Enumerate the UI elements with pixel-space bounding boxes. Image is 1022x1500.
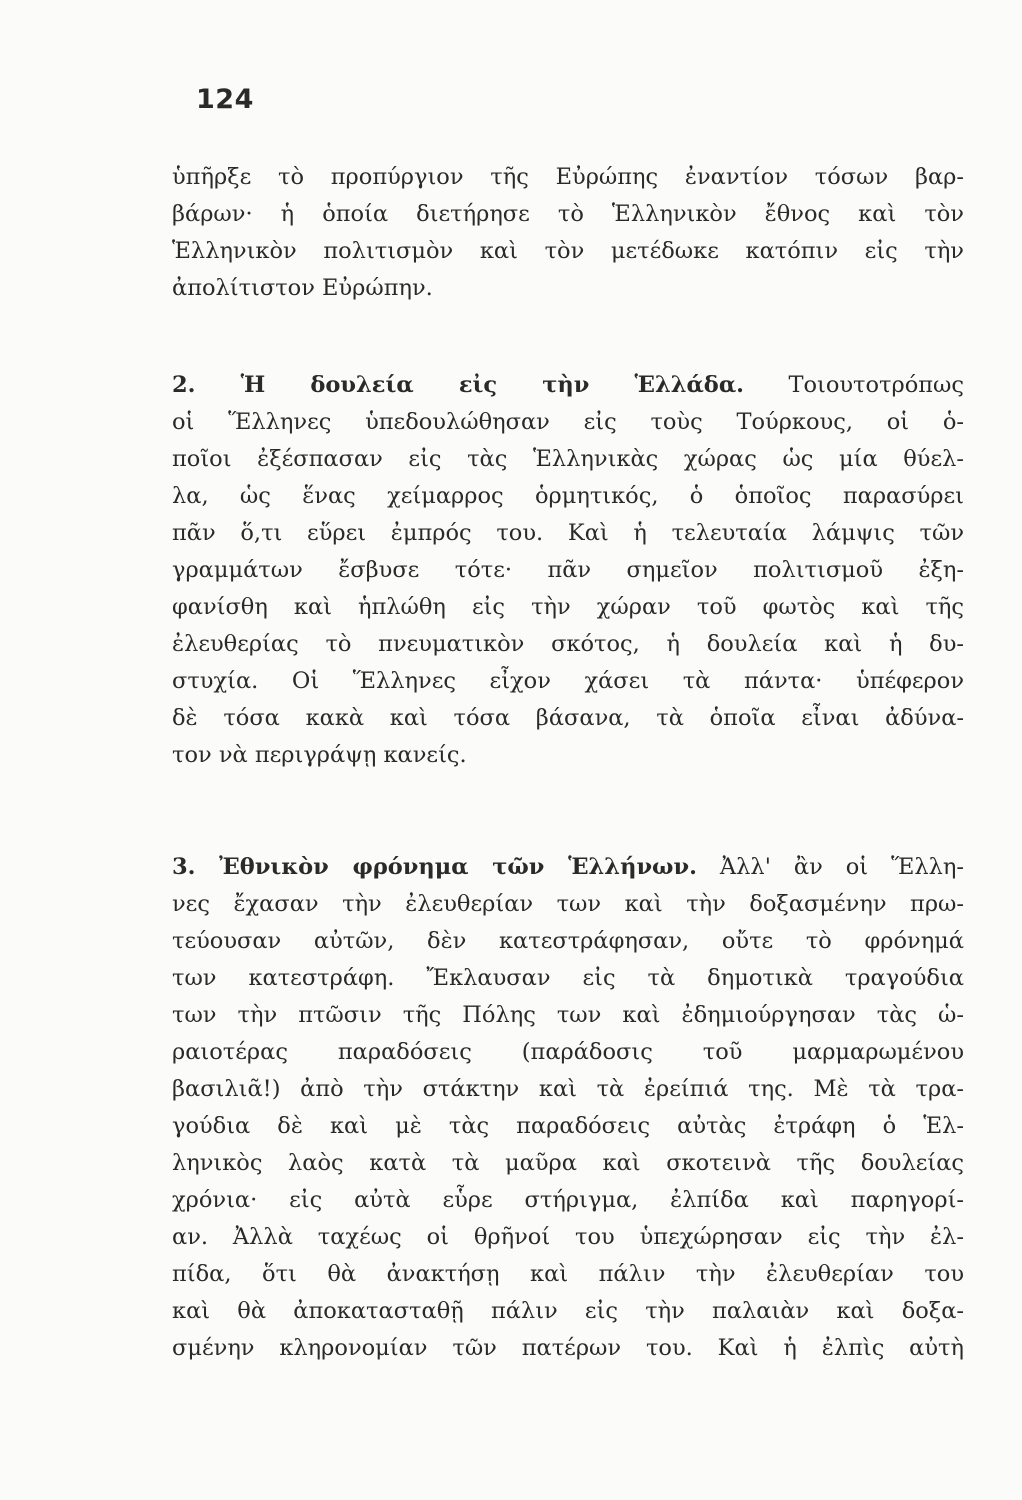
text-line: βάρων· ἡ ὁποία διετήρησε τὸ Ἑλληνικὸν ἔθνος καὶ τὸν bbox=[172, 201, 964, 227]
text-line: χρόνια· εἰς αὐτὰ εὗρε στήριγμα, ἐλπίδα καὶ παρηγορί- bbox=[172, 1187, 964, 1213]
text-line: ὑπῆρξε τὸ προπύργιον τῆς Εὐρώπης ἐναντίον τόσων βαρ- bbox=[172, 164, 964, 190]
text-line: οἱ Ἕλληνες ὑπεδουλώθησαν εἰς τοὺς Τούρκους, οἱ ὁ- bbox=[172, 409, 964, 435]
paragraph-2 bbox=[172, 367, 964, 774]
text-line: πᾶν ὅ,τι εὕρει ἐμπρός του. Καὶ ἡ τελευταία λάμψις τῶν bbox=[172, 520, 964, 546]
text-fragment: Ἀλλ' ἂν οἱ Ἕλλη- bbox=[719, 854, 964, 880]
paragraph-3 bbox=[172, 849, 964, 1367]
text-line: σμένην κληρονομίαν τῶν πατέρων του. Καὶ ἡ ἐλπὶς αὐτὴ bbox=[172, 1335, 964, 1361]
section-heading-2: 2. Ἡ δουλεία εἰς τὴν Ἑλλάδα. bbox=[172, 372, 744, 398]
text-line: καὶ θὰ ἀποκατασταθῇ πάλιν εἰς τὴν παλαιὰν καὶ δοξα- bbox=[172, 1298, 964, 1324]
text-line: γραμμάτων ἔσβυσε τότε· πᾶν σημεῖον πολιτισμοῦ ἐξη- bbox=[172, 557, 964, 583]
text-line: ποῖοι ἐξέσπασαν εἰς τὰς Ἑλληνικὰς χώρας ὡς μία θύελ- bbox=[172, 446, 964, 472]
paragraph-1 bbox=[172, 159, 964, 307]
text-line: τον νὰ περιγράψῃ κανείς. bbox=[172, 742, 467, 768]
text-line: ἐλευθερίας τὸ πνευματικὸν σκότος, ἡ δουλεία καὶ ἡ δυ- bbox=[172, 631, 964, 657]
text-line: πίδα, ὅτι θὰ ἀνακτήσῃ καὶ πάλιν τὴν ἐλευθερίαν του bbox=[172, 1261, 964, 1287]
text-line: ραιοτέρας παραδόσεις (παράδοσις τοῦ μαρμαρωμένου bbox=[172, 1039, 964, 1065]
text-line: των τὴν πτῶσιν τῆς Πόλης των καὶ ἐδημιούργησαν τὰς ὡ- bbox=[172, 1002, 964, 1028]
text-line-with-heading bbox=[172, 367, 964, 404]
text-line: τεύουσαν αὐτῶν, δὲν κατεστράφησαν, οὔτε τὸ φρόνημά bbox=[172, 928, 964, 954]
text-line: γούδια δὲ καὶ μὲ τὰς παραδόσεις αὐτὰς ἐτράφη ὁ Ἑλ- bbox=[172, 1113, 964, 1139]
text-line: στυχία. Οἱ Ἕλληνες εἶχον χάσει τὰ πάντα· ὑπέφερον bbox=[172, 668, 964, 694]
text-line: φανίσθη καὶ ἡπλώθη εἰς τὴν χώραν τοῦ φωτὸς καὶ τῆς bbox=[172, 594, 964, 620]
text-line-with-heading bbox=[172, 849, 964, 886]
text-line: λα, ὡς ἕνας χείμαρρος ὁρμητικός, ὁ ὁποῖος παρασύρει bbox=[172, 483, 964, 509]
text-line: δὲ τόσα κακὰ καὶ τόσα βάσανα, τὰ ὁποῖα εἶναι ἀδύνα- bbox=[172, 705, 964, 731]
text-line: Ἑλληνικὸν πολιτισμὸν καὶ τὸν μετέδωκε κατόπιν εἰς τὴν bbox=[172, 238, 964, 264]
page-number: 124 bbox=[196, 84, 254, 115]
text-fragment: Τοιουτοτρόπως bbox=[788, 372, 964, 398]
text-line: αν. Ἀλλὰ ταχέως οἱ θρῆνοί του ὑπεχώρησαν εἰς τὴν ἐλ- bbox=[172, 1224, 964, 1250]
text-line: νες ἔχασαν τὴν ἐλευθερίαν των καὶ τὴν δοξασμένην πρω- bbox=[172, 891, 964, 917]
text-line: ἀπολίτιστον Εὐρώπην. bbox=[172, 275, 433, 301]
text-line: βασιλιᾶ!) ἀπὸ τὴν στάκτην καὶ τὰ ἐρείπιά της. Μὲ τὰ τρα- bbox=[172, 1076, 964, 1102]
section-heading-3: 3. Ἐθνικὸν φρόνημα τῶν Ἑλλήνων. bbox=[172, 854, 697, 880]
text-line: των κατεστράφη. Ἔκλαυσαν εἰς τὰ δημοτικὰ τραγούδια bbox=[172, 965, 964, 991]
text-line: ληνικὸς λαὸς κατὰ τὰ μαῦρα καὶ σκοτεινὰ τῆς δουλείας bbox=[172, 1150, 964, 1176]
